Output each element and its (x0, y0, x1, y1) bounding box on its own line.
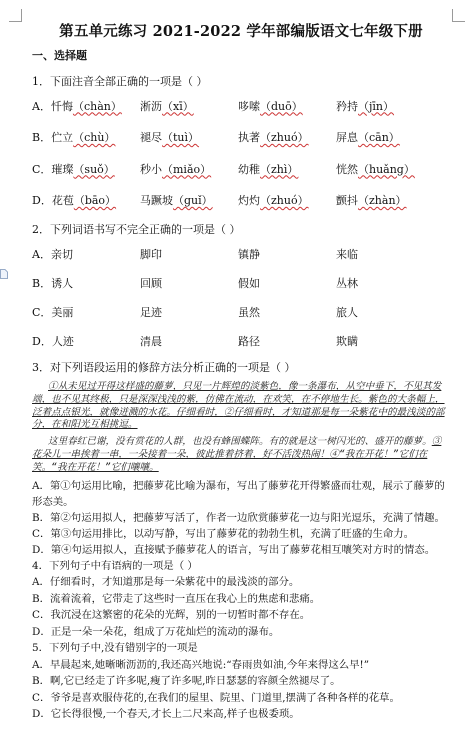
choice-b: B．第②句运用拟人，把藤萝写活了，作者一边欣赏藤萝花一边与阳光逗乐，充满了情趣。 (32, 511, 445, 524)
option-word: 褪尽 (140, 131, 162, 144)
option-word: 屏息 (336, 131, 358, 144)
option-label: B． (32, 131, 52, 144)
option-word: 恍然 (336, 162, 358, 176)
option-item (32, 192, 140, 208)
option-pinyin: （huǎng） (358, 162, 415, 176)
option-row-b (32, 272, 450, 293)
passage-sentence: ①从未见过开得这样盛的藤萝，只见一片辉煌的淡紫色，像一条瀑布，从空中垂下，不见其发端，也不见其终极， (32, 381, 442, 405)
document-title: 第五单元练习 2021-2022 学年部编版语文七年级下册 (59, 23, 423, 40)
choice-a: A．早晨起来,她晰晰沥沥的,我还高兴地说:“春雨贵如油,今年来得这么早!” (32, 658, 370, 671)
option-word: 旅人 (336, 305, 358, 319)
document-page (32, 20, 450, 723)
option-word: 灼灼 (238, 194, 260, 207)
passage-sentence: ④“我在开花！”它们在笑。“我在开花！”它们嚷嚷。 (32, 448, 428, 473)
choice-b: B．流着流着，它带走了这些时一直压在我心上的焦虑和悲痛。 (32, 592, 321, 605)
choice-a: A．第①句运用比喻，把藤萝花比喻为瀑布，写出了藤萝花开得繁盛而壮观，展示了藤萝的形态美。 (32, 479, 445, 508)
section-heading: 一、选择题 (32, 49, 87, 62)
option-label: B． (32, 276, 52, 290)
option-pinyin: （zhuó） (260, 131, 309, 144)
passage-sentence: ③花朵儿一串挨着一串，一朵接着一朵，彼此推着挤着，好不活泼热闹！ (32, 436, 442, 460)
option-pinyin: （duō） (260, 99, 303, 113)
question-4-stem: 4．下列句子中有语病的一项是（ ） (32, 559, 198, 572)
option-word: 颤抖 (336, 194, 358, 207)
option-pinyin: （chù） (73, 131, 116, 144)
option-word: 人迹 (51, 334, 74, 348)
option-word: 马蹶坡 (140, 194, 173, 207)
option-word: 虽然 (238, 305, 260, 319)
option-label: D． (32, 334, 52, 348)
question-4 (32, 558, 450, 641)
question-2-stem: 2．下列词语书写不完全正确的一项是（ ） (32, 223, 241, 236)
option-word: 执著 (238, 131, 260, 144)
passage-sentence: ②仔细看时，才知道那是每一朵紫花中的最浅淡的部分，在和阳光互相挑逗。 (32, 406, 445, 431)
question-2-options (32, 243, 450, 351)
option-item (32, 304, 140, 320)
option-pinyin: （suǒ） (73, 162, 115, 176)
option-label: A． (32, 247, 51, 261)
option-word: 璀璨 (51, 162, 74, 176)
option-pinyin: （zhuó） (260, 194, 309, 207)
option-word: 足迹 (140, 305, 162, 319)
option-item (140, 98, 238, 114)
option-word: 花苞 (51, 194, 74, 207)
option-pinyin: （bāo） (73, 194, 117, 207)
option-word: 回顾 (140, 276, 162, 290)
option-item (32, 333, 140, 349)
option-word: 来临 (336, 247, 358, 261)
page-corner-mark (452, 9, 465, 22)
question-5-stem: 5．下列句子中,没有错别字的一项是 (32, 642, 198, 655)
option-item (32, 161, 140, 177)
option-word: 淅沥 (140, 99, 162, 113)
option-label: C． (32, 162, 52, 176)
passage-sentence: 只是深深浅浅的紫，仿佛在流动，在欢笑，在不停地生长。紫色的大条幅上，泛着点点银光，就像迸溅的水花。仔细看时， (32, 393, 445, 418)
passage-sentence: 这里春红已谢，没有赏花的人群，也没有蜂围蝶阵。有的就是这一树闪光的、盛开的藤萝。 (48, 436, 432, 448)
option-item (336, 98, 434, 114)
choice-c: C．第③句运用排比，以动写静，写出了藤萝花的勃勃生机，充满了旺盛的生命力。 (32, 527, 415, 540)
option-word: 美丽 (51, 305, 74, 319)
option-word: 欺瞒 (336, 334, 358, 348)
option-item (140, 129, 238, 145)
option-word: 镇静 (238, 247, 260, 261)
option-item (336, 161, 434, 177)
option-word: 秒小 (140, 162, 162, 176)
option-row-a (32, 243, 450, 264)
choice-c: C．爷爷是喜欢服侍花的,在我们的屋里、院里、门道里,摆满了各种各样的花草。 (32, 691, 400, 704)
option-item (238, 161, 336, 177)
option-row-a (32, 95, 450, 116)
option-label: A． (32, 99, 51, 113)
option-item (336, 192, 434, 208)
option-word: 丛林 (336, 276, 358, 290)
option-word: 哆嗦 (238, 99, 260, 113)
option-item (32, 275, 140, 291)
question-1-options (32, 95, 450, 211)
option-item (238, 192, 336, 208)
option-item (140, 161, 238, 177)
option-item (238, 129, 336, 145)
option-pinyin: （zhì） (260, 162, 299, 176)
option-pinyin: （chàn） (72, 99, 122, 113)
option-pinyin: （jīn） (358, 99, 395, 113)
option-pinyin: （guǐ） (173, 194, 213, 207)
option-label: C． (32, 305, 52, 319)
option-item (32, 246, 140, 262)
option-pinyin: （zhàn） (358, 194, 407, 207)
option-pinyin: （tuì） (162, 131, 200, 144)
option-item (238, 98, 336, 114)
choice-d: D．正是一朵一朵花，组成了万花灿烂的流动的瀑布。 (32, 625, 280, 638)
option-word: 清晨 (140, 334, 162, 348)
question-5 (32, 640, 450, 723)
question-3-stem: 3．对下列语段运用的修辞方法分析正确的一项是（ ） (32, 361, 296, 374)
choice-a: A．仔细看时，才知道那是每一朵紫花中的最浅淡的部分。 (32, 576, 300, 589)
option-label: D． (32, 194, 52, 207)
option-word: 矜持 (336, 99, 358, 113)
option-row-c (32, 301, 450, 322)
document-margin-icon (0, 269, 8, 279)
passage-paragraph-1 (32, 381, 450, 432)
option-item (32, 98, 140, 114)
page-corner-mark (9, 9, 22, 22)
option-word: 忏悔 (50, 99, 73, 113)
option-row-d (32, 190, 450, 211)
option-word: 伫立 (51, 131, 74, 144)
question-1-stem: 1．下面注音全部正确的一项是（ ） (32, 75, 208, 88)
option-row-c (32, 158, 450, 179)
option-word: 假如 (238, 276, 260, 290)
option-word: 亲切 (50, 247, 73, 261)
option-word: 路径 (238, 334, 260, 348)
option-row-d (32, 330, 450, 351)
passage-paragraph-2 (32, 436, 450, 474)
question-3-choices (32, 478, 450, 558)
option-item (140, 192, 238, 208)
option-item (336, 129, 434, 145)
option-item (32, 129, 140, 145)
option-pinyin: （miǎo） (162, 162, 212, 176)
option-word: 脚印 (140, 247, 162, 261)
option-word: 幼稚 (238, 162, 260, 176)
option-pinyin: （cān） (358, 131, 400, 144)
choice-d: D．第④句运用拟人，直接赋予藤萝花人的语言，写出了藤萝花相互嚷笑对方时的情态。 (32, 543, 436, 556)
option-row-b (32, 127, 450, 148)
option-pinyin: （xī） (162, 99, 194, 113)
choice-c: C．我沉浸在这繁密的花朵的光辉，别的一切暂时都不存在。 (32, 609, 311, 622)
choice-b: B．啊,它已经走了许多呢,瘦了许多呢,昨日瑟瑟的容颜全然褪尽了。 (32, 675, 341, 688)
choice-d: D．它长得很慢,一个春天,才长上二尺来高,样子也极委琐。 (32, 708, 300, 721)
option-word: 诱人 (51, 276, 74, 290)
